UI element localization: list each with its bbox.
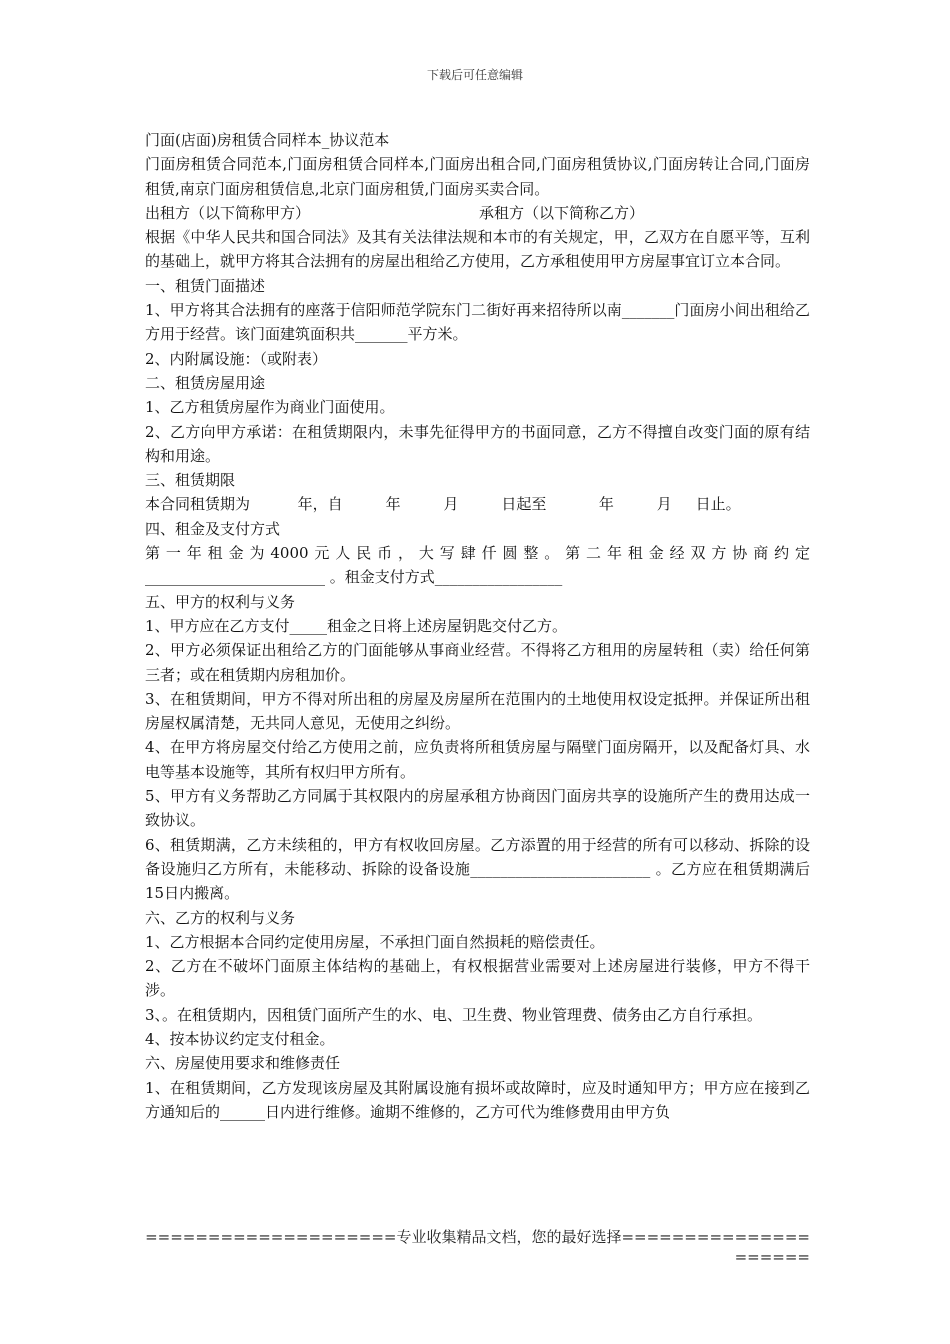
clauses — [145, 274, 810, 1124]
clause-paragraph: 4、在甲方将房屋交付给乙方使用之前，应负责将所租赁房屋与隔壁门面房隔开，以及配备灯具、水电等基本设施等，其所有权归甲方所有。 — [145, 738, 810, 781]
clause-paragraph: 四、租金及支付方式 — [145, 519, 281, 538]
clause-paragraph: 1、甲方应在乙方支付_____租金之日将上述房屋钥匙交付乙方。 — [145, 616, 568, 635]
clause-paragraph: 2、乙方向甲方承诺：在租赁期限内，未事先征得甲方的书面同意，乙方不得擅自改变门面的原有结构和用途。 — [145, 422, 810, 465]
intro-paragraph: 根据《中华人民共和国合同法》及其有关法律法规和本市的有关规定，甲，乙双方在自愿平等，互利的基础上，就甲方将其合法拥有的房屋出租给乙方使用，乙方承租使用甲方房屋事宜订立本合同。 — [145, 228, 810, 271]
page-header: 下载后可任意编辑 — [426, 68, 523, 82]
clause-paragraph: 本合同租赁期为 年，自 年 月 日起至 年 月 日止。 — [145, 495, 741, 514]
clause-paragraph: 三、租赁期限 — [145, 471, 236, 490]
parties-line — [145, 201, 810, 225]
clause-paragraph: 六、乙方的权利与义务 — [145, 908, 296, 927]
party-b: 承租方（以下简称乙方） — [479, 203, 645, 222]
clause-paragraph: 一、租赁门面描述 — [145, 276, 266, 295]
clause-paragraph: 3、在租赁期间，甲方不得对所出租的房屋及房屋所在范围内的土地使用权设定抵押。并保证所出租房屋权属清楚，无共同人意见，无使用之纠纷。 — [145, 689, 810, 733]
clause-paragraph: 2、乙方在不破坏门面原主体结构的基础上，有权根据营业需要对上述房屋进行装修，甲方不得干涉。 — [145, 957, 810, 1000]
clause-paragraph: 2、甲方必须保证出租给乙方的门面能够从事商业经营。不得将乙方租用的房屋转租（卖）给任何第三者；或在租赁期内房租加价。 — [145, 641, 810, 684]
clause-paragraph: 1、乙方租赁房屋作为商业门面使用。 — [145, 398, 395, 417]
clause-paragraph: 6、租赁期满，乙方未续租的，甲方有权收回房屋。乙方添置的用于经营的所有可以移动、拆除的设备设施归乙方所有，未能移动、拆除的设备设施________________________ 。乙方应在租赁期满后15日内搬离。 — [145, 835, 810, 903]
clause-paragraph: 二、租赁房屋用途 — [145, 373, 266, 392]
clause-paragraph: 五、甲方的权利与义务 — [145, 592, 296, 611]
clause-paragraph: 4、按本协议约定支付租金。 — [145, 1029, 335, 1048]
clause-paragraph: 5、甲方有义务帮助乙方同属于其权限内的房屋承租方协商因门面房共享的设施所产生的费用达成一致协议。 — [145, 787, 810, 830]
clause-paragraph: 第一年租金为4000元人民币，大写肆仟圆整。第二年租金经双方协商约定________________________ 。租金支付方式_________________ — [145, 544, 810, 587]
keywords-line: 门面房租赁合同范本,门面房租赁合同样本,门面房出租合同,门面房租赁协议,门面房转让合同,门面房租赁,南京门面房租赁信息,北京门面房租赁,门面房买卖合同。 — [145, 155, 810, 198]
clause-paragraph: 2、内附属设施：（或附表） — [145, 349, 328, 368]
document-body — [145, 128, 810, 1124]
page-footer: ====================专业收集精品文档，您的最好选择===================== — [145, 1228, 810, 1266]
party-a: 出租方（以下简称甲方） — [145, 203, 311, 222]
clause-paragraph: 3、。在租赁期内，因租赁门面所产生的水、电、卫生费、物业管理费、债务由乙方自行承担。 — [145, 1005, 763, 1024]
clause-paragraph: 1、在租赁期间，乙方发现该房屋及其附属设施有损坏或故障时，应及时通知甲方；甲方应在接到乙方通知后的______日内进行维修。逾期不维修的，乙方可代为维修费用由甲方负 — [145, 1078, 810, 1121]
clause-paragraph: 1、乙方根据本合同约定使用房屋，不承担门面自然损耗的赔偿责任。 — [145, 932, 605, 951]
document-title: 门面(店面)房租赁合同样本_协议范本 — [145, 131, 390, 149]
clause-paragraph: 1、甲方将其合法拥有的座落于信阳师范学院东门二街好再来招待所以南_______门面房小间出租给乙方用于经营。该门面建筑面积共_______平方米。 — [145, 301, 810, 344]
clause-paragraph: 六、房屋使用要求和维修责任 — [145, 1054, 341, 1073]
